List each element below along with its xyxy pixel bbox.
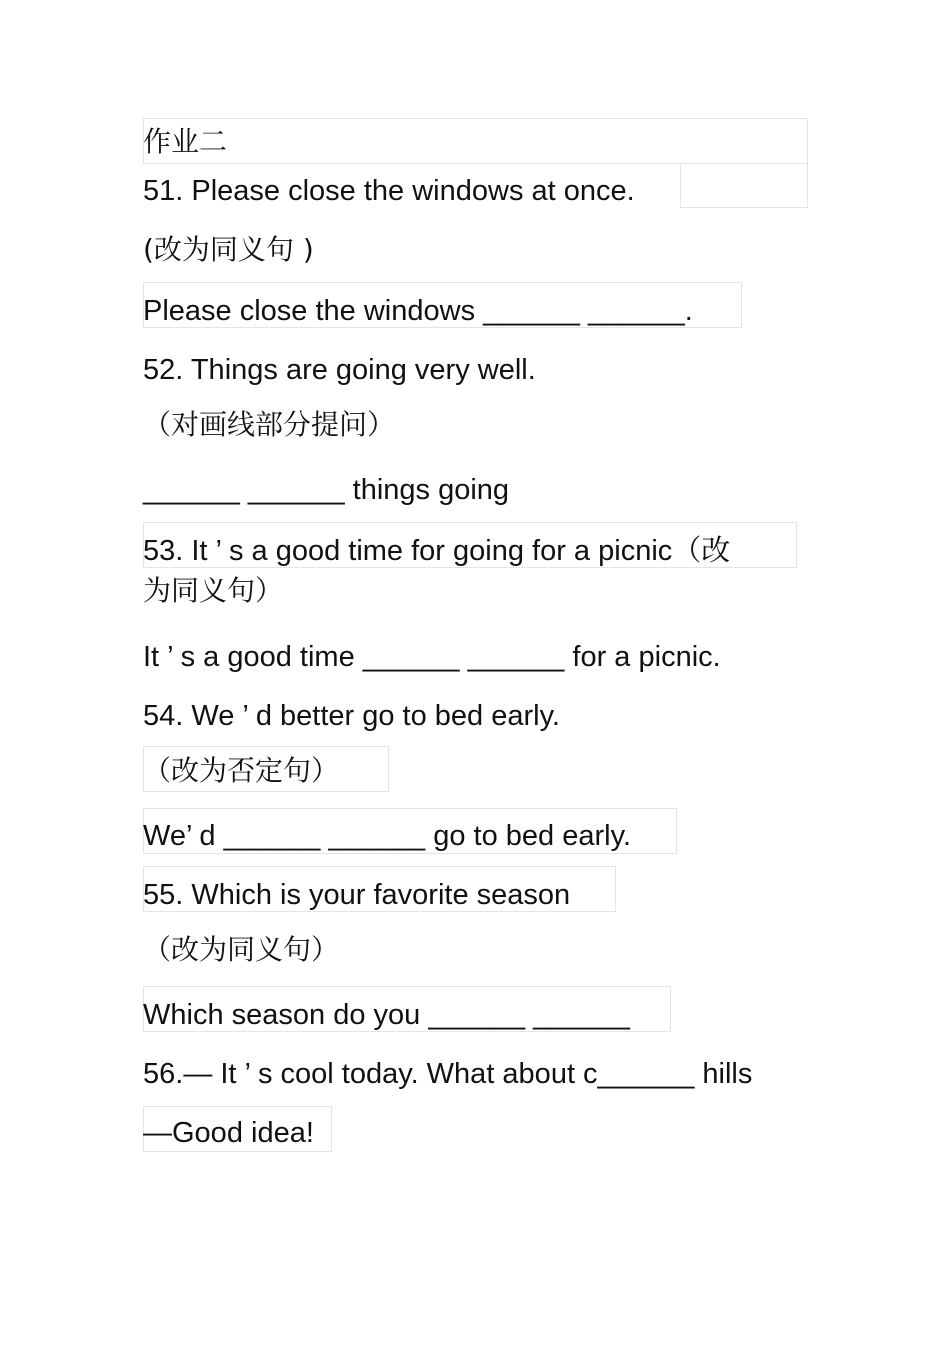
question-52: 52. Things are going very well.: [143, 354, 536, 386]
text-box-outline: [680, 163, 808, 208]
question-53: 53. It ’ s a good time for going for a picnic（改: [143, 535, 731, 567]
homework-heading: 作业二: [143, 125, 228, 158]
instruction-52: （对画线部分提问）: [143, 408, 396, 441]
answer-line-54: We’ d ______ ______ go to bed early.: [143, 820, 632, 852]
instruction-53: 为同义句）: [143, 574, 284, 607]
answer-line-52: ______ ______ things going: [143, 474, 510, 506]
instruction-51: (改为同义句 ): [143, 233, 314, 266]
question-54: 54. We ’ d better go to bed early.: [143, 700, 560, 732]
question-56: 56.— It ’ s cool today. What about c______ hills: [143, 1058, 753, 1090]
instruction-55: （改为同义句）: [143, 933, 340, 966]
text-box-outline: [143, 118, 808, 164]
answer-line-55: Which season do you ______ ______: [143, 999, 630, 1031]
question-55: 55. Which is your favorite season: [143, 879, 571, 911]
answer-line-53: It ’ s a good time ______ ______ for a picnic.: [143, 641, 721, 673]
reply-56: —Good idea!: [143, 1117, 314, 1149]
question-51: 51. Please close the windows at once.: [143, 175, 635, 207]
instruction-54: （改为否定句）: [143, 754, 340, 787]
answer-line-51: Please close the windows ______ ______.: [143, 295, 693, 327]
